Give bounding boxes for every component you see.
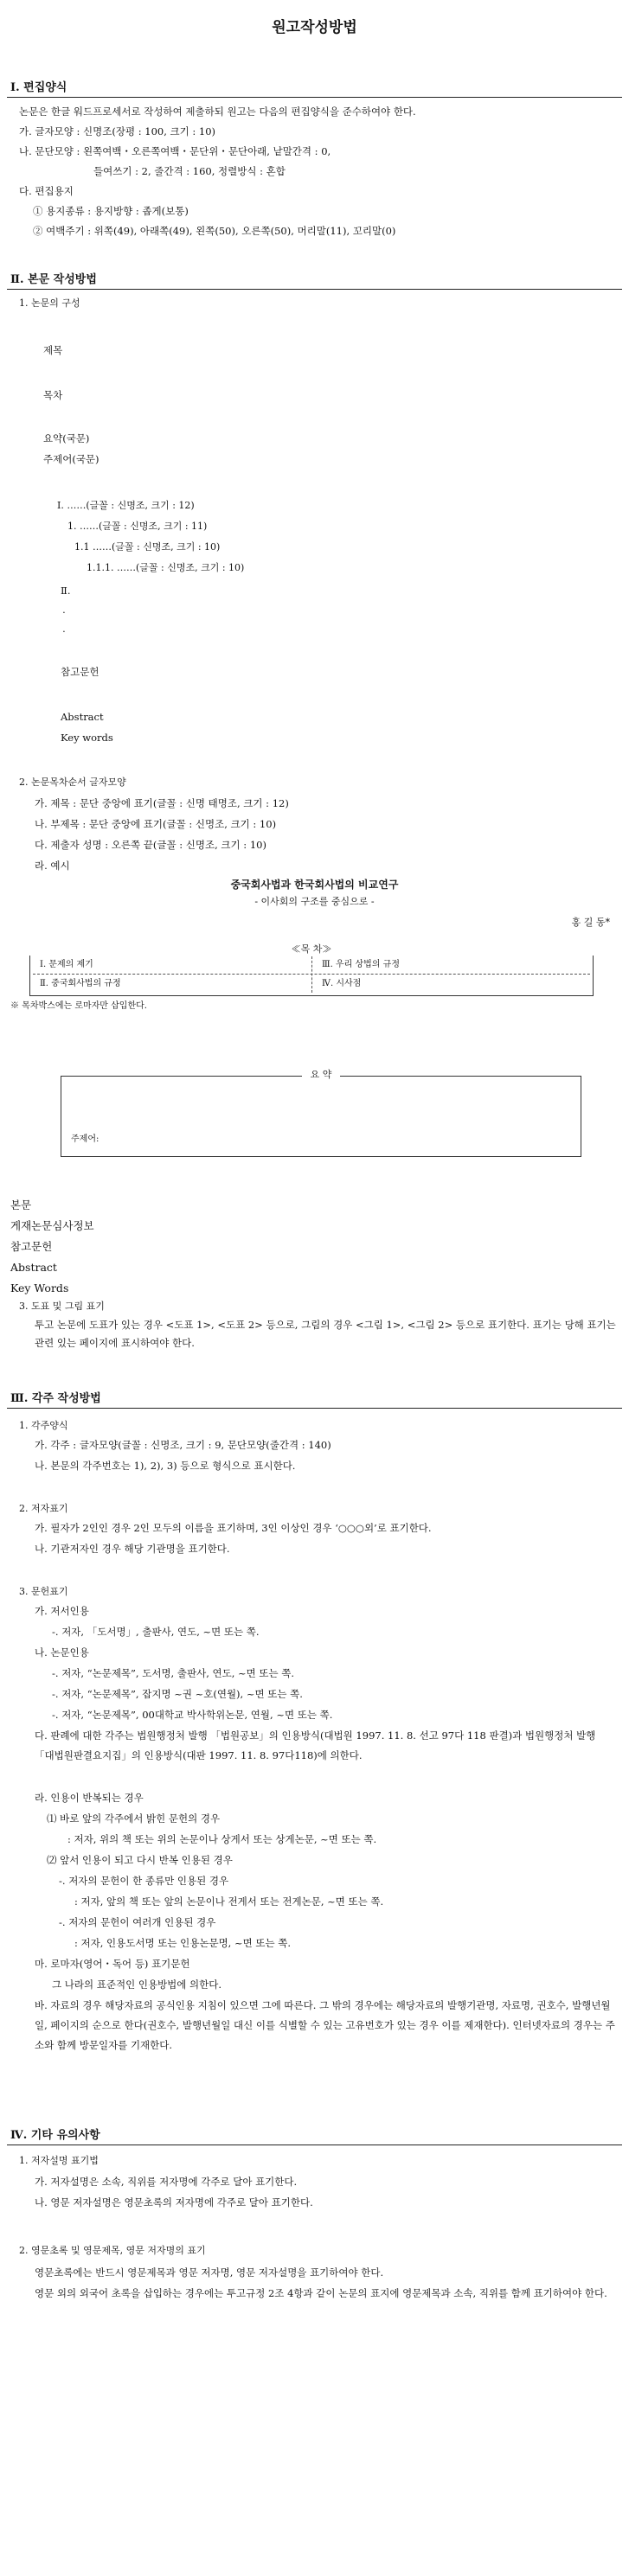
- outline-level-1-next: Ⅱ.: [61, 585, 71, 597]
- sec3-s3a: 가. 저서인용: [35, 1605, 89, 1617]
- sec1-da2: ② 여백주기 : 위쪽(49), 아래쪽(49), 왼쪽(50), 오른쪽(50), 머리말(11), 꼬리말(0): [33, 225, 396, 237]
- sec3-s3c: 다. 판례에 대한 각주는 법원행정처 발행 「법원공보」의 인용방식(대법원 1997. 11. 8. 선고 97다 118 판결)과 법원행정처 발행 「대법원판결요지집」의 인용방식(대판 1997. 11. 8. 97다118)에 의한다.: [35, 1729, 596, 1761]
- sec3-s3e1: 그 나라의 표준적인 인용방법에 의한다.: [52, 1978, 222, 1991]
- sec2-s2d: 라. 예시: [35, 860, 70, 872]
- outline-keywords: Key words: [61, 732, 113, 744]
- sec1-ga: 가. 글자모양 : 신명조(장평 : 100, 크기 : 10): [19, 125, 216, 137]
- divider: [7, 97, 622, 98]
- toc-box-heading: [29, 943, 594, 956]
- divider: [7, 289, 622, 290]
- order-review-info: 게재논문심사정보: [10, 1219, 94, 1232]
- sec3-s3b2: -. 저자, “논문제목”, 잡지명 ~권 ~호(연월), ~면 또는 쪽.: [52, 1688, 303, 1700]
- abstract-keywords-label: 주제어:: [71, 1135, 99, 1144]
- outline-title: 제목: [43, 344, 63, 356]
- sec3-s1a: 가. 각주 : 글자모양(글꼴 : 신명조, 크기 : 9, 문단모양(줄간격 : 140): [35, 1439, 331, 1451]
- sec4-s2: 2. 영문초록 및 영문제목, 영문 저자명의 표기: [19, 2245, 206, 2256]
- sec1-da1: ① 용지종류 : 용지방향 : 좁게(보통): [33, 205, 189, 217]
- sec3-s3d2: ⑵ 앞서 인용이 되고 다시 반복 인용된 경우: [47, 1854, 233, 1866]
- section-2-heading: Ⅱ. 본문 작성방법: [10, 273, 97, 286]
- order-references: 참고문헌: [10, 1240, 53, 1253]
- sec2-s1: 1. 논문의 구성: [19, 297, 80, 309]
- sec3-s3a1: -. 저자, 「도서명」, 출판사, 연도, ~면 또는 쪽.: [52, 1626, 260, 1638]
- outline-keywords-kr: 주제어(국문): [43, 453, 99, 465]
- sec3-s3f: 바. 자료의 경우 해당자료의 공식인용 지침이 있으면 그에 따른다. 그 밖의 경우에는 해당자료의 발행기관명, 자료명, 권호수, 발행년월일, 페이지의 순으로 한다(권호수, 발행년월일 대신 이를 식별할 수 있는 고유번호가 있는 경우 이를 제재한다). 인터넷자료의 경우는 주소와 함께 방문일자를 기재한다.: [35, 1999, 615, 2051]
- abstract-box-heading-label: 요 약: [302, 1069, 341, 1080]
- order-abstract: Abstract: [10, 1261, 57, 1274]
- sec3-s2: 2. 저자표기: [19, 1503, 68, 1514]
- sec2-s3: 3. 도표 및 그림 표기: [19, 1301, 105, 1312]
- abstract-box-heading: [61, 1069, 581, 1081]
- sec3-s3d2a: -. 저자의 문헌이 한 종류만 인용된 경우: [59, 1875, 229, 1887]
- sec3-s3d1a: : 저자, 위의 책 또는 위의 논문이나 상게서 또는 상게논문, ~면 또는 쪽.: [67, 1833, 377, 1845]
- sec3-s3d2b: -. 저자의 문헌이 여러개 인용된 경우: [59, 1916, 216, 1928]
- sec4-s1: 1. 저자설명 표기법: [19, 2155, 99, 2166]
- toc-note: ※ 목차박스에는 로마자만 삽입한다.: [10, 1001, 147, 1011]
- sec4-s2-text: 영문초록에는 반드시 영문제목과 영문 저자명, 영문 저자설명을 표기하여야 한다. 영문 외의 외국어 초록을 삽입하는 경우에는 투고규정 2조 4항과 같이 논문의 표지에 영문제목과 소속, 직위를 함께 표기하여야 한다.: [35, 2266, 607, 2299]
- sec1-na1: 나. 문단모양 : 왼쪽여백・오른쪽여백・문단위・문단아래, 낱말간격 : 0,: [19, 145, 331, 157]
- sec3-s1b: 나. 본문의 각주번호는 1), 2), 3) 등으로 형식으로 표시한다.: [35, 1460, 296, 1472]
- sec3-s3d: 라. 인용이 반복되는 경우: [35, 1792, 144, 1804]
- sec3-s3d2b1: : 저자, 인용도서명 또는 인용논문명, ~면 또는 쪽.: [74, 1937, 292, 1949]
- outline-level-4: 1.1.1. ……(글꼴 : 신명조, 크기 : 10): [87, 562, 245, 573]
- sec1-da: 다. 편집용지: [19, 185, 74, 197]
- toc-item: Ⅱ. 중국회사법의 규정: [40, 979, 121, 988]
- sec3-s3e: 마. 로마자(영어・독어 등) 표기문헌: [35, 1958, 190, 1970]
- outline-abstract: Abstract: [61, 711, 104, 723]
- sec3-s1: 1. 각주양식: [19, 1420, 68, 1431]
- abstract-box: [61, 1076, 581, 1157]
- outline-level-3: 1.1 ……(글꼴 : 신명조, 크기 : 10): [74, 541, 221, 553]
- toc-item: Ⅲ. 우리 상법의 규정: [322, 960, 400, 969]
- section-3-heading: Ⅲ. 각주 작성방법: [10, 1392, 101, 1405]
- sec2-s2: 2. 논문목차순서 글자모양: [19, 777, 126, 788]
- sec2-s2c: 다. 제출자 성명 : 오른쪽 끝(글꼴 : 신명조, 크기 : 10): [35, 839, 266, 851]
- outline-references: 참고문헌: [61, 666, 99, 678]
- sec3-s2b: 나. 기관저자인 경우 해당 기관명을 표기한다.: [35, 1543, 230, 1555]
- divider: [7, 1408, 622, 1409]
- toc-item: Ⅳ. 시사점: [322, 979, 362, 988]
- example-subtitle: - 이사회의 구조를 중심으로 -: [254, 896, 375, 907]
- order-body: 본문: [10, 1199, 32, 1211]
- sec3-s3b: 나. 논문인용: [35, 1646, 89, 1659]
- outline-ellipsis-dot: ․: [62, 604, 66, 616]
- sec1-na2: 들여쓰기 : 2, 줄간격 : 160, 정렬방식 : 혼합: [93, 165, 286, 177]
- toc-divider: [311, 956, 312, 993]
- outline-toc: 목차: [43, 389, 63, 401]
- section-4-heading: Ⅳ. 기타 유의사항: [10, 2129, 100, 2142]
- outline-abstract-kr: 요약(국문): [43, 432, 90, 444]
- sec3-s3b1: -. 저자, “논문제목”, 도서명, 출판사, 연도, ~면 또는 쪽.: [52, 1667, 295, 1679]
- sec3-s2a: 가. 필자가 2인인 경우 2인 모두의 이름을 표기하며, 3인 이상인 경우 ‘○○○외’로 표기한다.: [35, 1522, 432, 1534]
- toc-box-heading-label: ≪목 차≫: [286, 943, 337, 955]
- example-title: 중국회사법과 한국회사법의 비교연구: [230, 879, 399, 891]
- outline-level-1: Ⅰ. ……(글꼴 : 신명조, 크기 : 12): [57, 500, 195, 511]
- sec2-s2b: 나. 부제목 : 문단 중앙에 표기(글꼴 : 신명조, 크기 : 10): [35, 818, 277, 830]
- sec1-intro: 논문은 한글 워드프로세서로 작성하여 제출하되 원고는 다음의 편집양식을 준수하여야 한다.: [19, 105, 416, 118]
- sec2-s3-text: 투고 논문에 도표가 있는 경우 <도표 1>, <도표 2> 등으로, 그림의 경우 <그림 1>, <그림 2> 등으로 표기한다. 표기는 당해 표기는 관련 있는 페이지에 표시하여야 한다.: [35, 1319, 616, 1349]
- sec4-s1a: 가. 저자설명은 소속, 직위를 저자명에 각주로 달아 표기한다.: [35, 2176, 298, 2188]
- sec2-s2a: 가. 제목 : 문단 중앙에 표기(글꼴 : 신명 태명조, 크기 : 12): [35, 797, 289, 809]
- toc-item: Ⅰ. 문제의 제기: [40, 960, 93, 969]
- sec3-s3d1: ⑴ 바로 앞의 각주에서 밝힌 문헌의 경우: [47, 1812, 221, 1825]
- sec3-s3: 3. 문헌표기: [19, 1586, 68, 1597]
- example-author: 홍 길 동*: [571, 917, 610, 928]
- section-1-heading: Ⅰ. 편집양식: [10, 81, 67, 94]
- sec3-s3d2a1: : 저자, 앞의 책 또는 앞의 논문이나 전게서 또는 전게논문, ~면 또는 쪽.: [74, 1895, 384, 1908]
- sec3-s3b3: -. 저자, “논문제목”, 00대학교 박사학위논문, 연월, ~면 또는 쪽.: [52, 1709, 333, 1721]
- outline-level-2: 1. ……(글꼴 : 신명조, 크기 : 11): [67, 521, 208, 532]
- toc-divider: [33, 974, 590, 975]
- page-title: 원고작성방법: [272, 19, 357, 36]
- sec4-s1b: 나. 영문 저자설명은 영문초록의 저자명에 각주로 달아 표기한다.: [35, 2196, 313, 2208]
- order-keywords: Key Words: [10, 1282, 69, 1294]
- outline-ellipsis-dot: ․: [62, 623, 66, 635]
